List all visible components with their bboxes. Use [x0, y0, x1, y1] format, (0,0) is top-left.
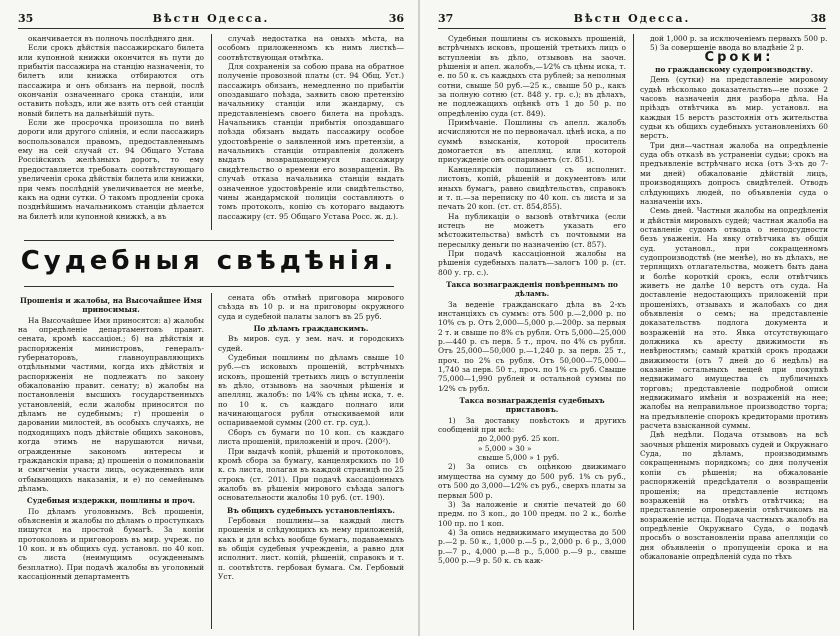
section-subheading: по гражданскому судопроизводству.: [655, 65, 813, 75]
right-page: [420, 0, 840, 636]
paragraph: Гербовыя пошлины—за каждый листъ прошенія и слѣдующихъ къ нему приложеній, какъ и для всѣхъ вообще бумагъ, подаваемыхъ въ общія судебныя учрежденія, а равно для исполнит. лист. копій, рѣшеній, справокъ и т. п. соотвѣтств. гербовая бумага. См. Гербовый Уст.: [218, 515, 404, 581]
banner-rule-top: [24, 240, 394, 241]
left-bottom-column-2: [218, 293, 404, 629]
paragraph: За веденіе гражданскаго дѣла въ 2-хъ инстанціяхъ съ суммъ: отъ 500 р.—2,000 р. по 10% съ р. Отъ 2,000—5,000 р.—200р. за первыя 2 т. и свыше по 8% съ рубля. Отъ 5,000—25,000 р.—440 р. съ перв. 5 т., проч. по 4% съ рубля. Отъ 25,000—50,000 р.—1,240 р. за перв. 25 т., проч. по 2% съ рубля. Отъ 50,000—75,000—1,740 за перв. 50 т., проч. по 1% съ руб. Свыше 75,000—1,990 рублей и остальной суммы по 1⁄2% съ рубл.: [438, 299, 626, 393]
paragraph: Судебныя пошлины по дѣламъ свыше 10 руб.—съ исковыхъ прошеній, встрѣчныхъ исковъ, прошеній третьихъ лицъ о вступленіи въ дѣло, отзывовъ на заочныя рѣшенія и апелляц. жалобъ: по 1⁄4% съ цѣны иска, т. е. по 10 к. съ каждаго полнаго или начинающагося рубля отыскиваемой или оспариваемой суммы (200 ст. гр. суд.).: [218, 353, 404, 428]
paragraph: Для сохраненія за собою права на обратное полученіе провозной платы (ст. 94 Общ. Уст.) пассажиръ обязанъ, немедленно по прибытіи опоздавшаго поѣзда, заявить свою претензію начальнику станціи или жандарму, съ представленіемъ своего билета на проѣздъ. Начальникъ станціи прибытія опоздавшаго поѣзда обязанъ выдать пассажиру особое удостовѣреніе о заявленной имъ претензіи, а начальникъ станціи отправленія долженъ выдать возвращающемуся пассажиру свидѣтельство о времени его возвращенія. Въ случаѣ отказа начальника станціи выдать означенное удостовѣреніе или свидѣтельство, чины жандармской полиціи составляютъ о томъ протоколъ, копію съ котораго выдаютъ пассажиру (ст. 95 Общаго Устава Росс. ж. д.).: [218, 62, 404, 221]
paragraph: сената объ отмѣнѣ приговора мирового съѣзда въ 10 р. и на приговоры окружного суда и судебной палаты залогъ въ 25 руб.: [218, 293, 404, 321]
paragraph: Сборъ съ бумаги по 10 коп. съ каждаго листа прошеній, приложеній и проч. (200²).: [218, 427, 404, 447]
left-page: [0, 0, 418, 636]
page-number-38: 38: [810, 12, 826, 25]
paragraph: При выдачѣ копій, рѣшеній и протоколовъ, кромѣ сбора за бумагу, канцелярскихъ по 10 к. съ листа, полагая въ каждой страницѣ по 25 строкъ (ст. 201). При подачѣ кассаціонныхъ жалобъ въ рѣшенія мирового съѣзда залогъ основательности жалобы 10 руб. (ст. 190).: [218, 446, 404, 503]
paragraph: Примѣчаніе. Пошлины съ апелл. жалобъ исчисляются не по первоначал. цѣнѣ иска, а по суммѣ взысканія, которой проситель домогается въ апелляц. или которой присужденіе онъ оспариваетъ (ст. 851).: [438, 118, 626, 165]
section-subheading: По дѣламъ гражданскимъ.: [253, 324, 369, 334]
paragraph: Канцелярскія пошлины съ исполнит. листовъ, копій, рѣшеній и документовъ или иныхъ бумагъ, равно свидѣтельствъ, справокъ и т. п.—за переписку по 40 коп. съ листа и за печать 20 коп. (ст. ст. 854,855).: [438, 164, 626, 212]
paragraph: При подачѣ кассаціонной жалобы на рѣшенія судебныхъ палатъ—залогъ 100 р. (ст. 800 у. гр. с.).: [438, 248, 626, 277]
header-rule: [18, 28, 404, 29]
paragraph: 4) За опись недвижимаго имущества до 500 р.—2 р. 50 к., 1,000 р.—5 р., 2,000 р. 6 р., 3,000 р.—7 р., 4,000 р.—8 р., 5,000 р.—9 р., свыше 5,000 р.—9 р. 50 к. съ каж-: [438, 527, 626, 565]
paragraph: дой 1,000 р. за исключеніемъ первыхъ 500 р.: [650, 34, 828, 43]
section-subheading: Такса вознагражденія судебныхъ приставовъ.: [459, 396, 605, 415]
paragraph: 1) За доставку повѣстокъ и другихъ сообщеній при исѣ:: [438, 415, 626, 435]
tariff-line: свыше 5,000 » 1 руб.: [478, 453, 560, 463]
left-top-column-1: [18, 34, 204, 230]
page-number-35: 35: [18, 12, 34, 25]
left-page-header: [18, 12, 404, 26]
paragraph: Семь дней. Частныя жалобы на опредѣленія и дѣйствія мировыхъ судей; частная жалоба на оставленіе судомъ отвода о неподсудности безъ уваженія. На явку отвѣтчика въ общія суд. установл., при сокращенномъ судопроизводствѣ (не менѣе), но въ дѣлахъ, не терпящихъ отлагательства, можетъ быть дана и болѣе короткій срокъ, если отвѣтчикъ живетъ не далѣе 10 верстъ отъ суда. На доставленіе недостающихъ приложеній при прошеніяхъ, отзывахъ и жалобахъ со дня объявленія о семъ; на представленіе доказательствъ подлога документа и возраженій на это. Явка отсутствующаго должника къ аресту движимости въ невѣрностямъ; самый краткій срокъ продажи движимости (отъ 7 дней до 6 недѣль) на оказаніе остальныхъ вещей при покупкѣ недвижимаго имущества съ публичныхъ торговъ; представленіе подробной описи недвижимаго имѣнія и возраженій на нее; жалобы на неправильное производство торга; на предъявленіе спорокъ кредиторами противъ расчета взысканной суммы.: [640, 206, 828, 431]
paragraph: На публикаціи о вызовѣ отвѣтчика (если истецъ не можетъ указать его мѣстожительства) вмѣстѣ съ почтовыми на пересылку деньги по назначенію (ст. 857).: [438, 211, 626, 249]
paragraph: На Высочайшее Имя приносятся: а) жалобы на опредѣленіе департаментовъ правит. сената, кромѣ кассаціон.; б) на дѣйствія и распоряженія министровъ, генералъ-губернаторовъ, главноуправляющихъ отдѣльными частями, когда ихъ дѣйствія и распоряженія не подлежатъ по закону обжалованію правит. сенату; в) жалобы на постановленія высшихъ государственныхъ установленій, если жалобы приносятся по дѣламъ не судебнымъ; г) прошенія о даровании милостей, въ особыхъ случаяхъ, не подходящихъ подъ дѣйствіе общихъ законовъ, когда этимъ не нарушаются ничьи, огражденные закономъ интересы и гражданскія права; д) прошенія о помилованіи и смягченіи участи лицъ, осужденныхъ или отбывающихъ наказанія, и е) по семейнымъ дѣламъ.: [18, 315, 204, 493]
paragraph: Три дня—частная жалоба на опредѣленіе суда объ отказѣ въ устраненіи судьи; срокъ на предъявленіе встрѣчнаго иска (отъ 3-хъ до 7-ми дней) обжалованіе дѣйствій лицъ, производящихъ допросъ свидѣтелей. Отводъ слѣдующихъ людей, по объявленіи суда о назначеніи ихъ.: [640, 140, 828, 206]
section-subheading: Судебныя издержки, пошлины и проч.: [26, 496, 196, 506]
paragraph: Судебныя пошлины съ исковыхъ прошеній, встрѣчныхъ исковъ, прошеній третьихъ лицъ о вступленіи въ дѣло, отзывовъ на заочн. рѣшенія и апел. жалобъ,—1⁄2% съ цѣны иска, т. е. по 50 к. съ каждыхъ ста рублей; за неполныя сотни, свыше 50 руб.—25 к., свыше 50 р., какъ за полную сотню (ст. 848 у. гр. с.); въ дѣлахъ, не подлежащихъ оцѣнкѣ отъ 1 до 50 р. по опредѣленію суда (ст. 849).: [438, 34, 626, 118]
paragraph: День (сутки) на представленіе мировому судьѣ нѣсколько доказательствъ—не позже 2 часовъ назначенія дня разбора дѣла. На пріѣздъ отвѣтчика въ мир. установл. на каждыя 15 верстъ разстоянія отъ жительства судьи къ общихъ судебныхъ установленіяхъ 60 верстъ.: [640, 75, 828, 141]
paragraph: Если же просрочка произошла по винѣ дороги или другого сліянія, и если пассажиръ воспользовался правомъ, предоставленнымъ ему на сей случай ст. 94 Общаго Устава Россійскихъ желѣзныхъ дорогъ, то ему предоставляется требовать соотвѣтствующаго увеличенія срока дѣйствія билета или книжки, при чемъ послѣдній увеличивается не менѣе, какъ на одни сутки. О такомъ продленіи срока позднѣйшимъ начальникомъ станціи дѣлается на билетѣ или купонной книжкѣ, а въ: [18, 118, 204, 221]
section-subheading: Въ общихъ судебныхъ установленіяхъ.: [227, 505, 395, 515]
section-banner: Судебныя свѣдѣнія.: [20, 246, 398, 276]
paragraph: Двѣ недѣли. Подача отзывовъ на всѣ заочныя рѣшенія мировыхъ судей и Окружнаго Суда, по дѣламъ, производимымъ сокращеннымъ порядкомъ; со дня полученія копіи съ рѣшенія; на обжалованіе распоряженій предсѣдателя о возвращеніи прошенія; на представленіе истцомъ возраженій на отвѣтъ отвѣтчика; на представленіе опроверженія отвѣтчикомъ на возраженіе истца. Подача частныхъ жалобъ на опредѣленіе Окружнаго Суда, о подачѣ просьбъ о возстановленіи права апелляціи со дня объявленія о пропущеніи срока и на обжалованіе опредѣленій суда по тѣхъ: [640, 430, 828, 561]
page-number-36: 36: [388, 12, 404, 25]
paragraph: Въ миров. суд. у зем. нач. и городскихъ судей.: [218, 334, 404, 353]
tariff-line: до 2,000 руб. 25 коп.: [478, 434, 560, 444]
running-title: Вѣстн Одесса.: [152, 12, 270, 25]
paragraph: оканчивается въ полночь послѣдняго дня.: [28, 34, 195, 43]
paragraph: случаѣ недостатка на оныхъ мѣста, на особомъ приложенномъ къ нимъ листкѣ—соотвѣтствующая отмѣтка.: [218, 34, 404, 62]
column-divider: [211, 34, 212, 230]
paragraph: 3) За наложеніе и снятіе печатей до 60 предм. по 3 коп., до 100 предм. по 2 к., болѣе 100 пр. по 1 коп.: [438, 499, 626, 528]
section-heading: Сроки:: [704, 49, 774, 65]
column-divider: [633, 34, 634, 630]
left-bottom-column-1: [18, 293, 204, 629]
right-column-2: [640, 34, 828, 630]
running-title: Вѣстн Одесса.: [573, 12, 691, 25]
column-divider: [211, 293, 212, 629]
paragraph: Если срокъ дѣйствія пассажирскаго билета или купонной книжки окончится въ пути до прибытія пассажира на станцію назначенія, то билетъ или книжка отбираются отъ пассажира и онъ обязанъ на первой, послѣ окончанія означеннаго срока станціи, или оставить поѣздъ, или же взять отъ сей станціи новый билетъ на дальнѣйшій путь.: [18, 43, 204, 118]
tariff-line: » 5,000 » 30 »: [478, 443, 532, 453]
right-column-1: [438, 34, 626, 630]
right-page-header: [438, 12, 826, 26]
section-subheading: Такса вознагражденія повѣреннымъ по дѣламъ.: [446, 279, 618, 299]
left-top-column-2: [218, 34, 404, 230]
paragraph: 2) За опись съ оцѣнкою движимаго имущества на сумму до 500 руб. 1% съ руб., отъ 500 до 3,000—1⁄2% съ руб., сверхъ платы за первыя 500 р.: [438, 462, 626, 500]
banner-rule-bottom: [24, 286, 394, 287]
page-number-37: 37: [438, 12, 454, 25]
paragraph: 5) За совершеніе ввода во владѣніе 2 р.: [650, 43, 804, 53]
section-subheading: Прошенія и жалобы, на Высочайшее Имя приносимыя.: [20, 296, 202, 315]
header-rule: [438, 28, 826, 29]
paragraph: По дѣламъ уголовнымъ. Всѣ прошенія, объясненія и жалобы по дѣламъ о проступкахъ пишутся на простой бумагѣ. За копіи протоколовъ и приговоровъ въ мир. учреж. по 10 коп. и въ общихъ суд. установл. по 40 коп. съ листа (неимущимъ осужденнымъ безплатно). При подачѣ жалобы въ уголовный кассаціонный департаментъ: [18, 506, 204, 581]
